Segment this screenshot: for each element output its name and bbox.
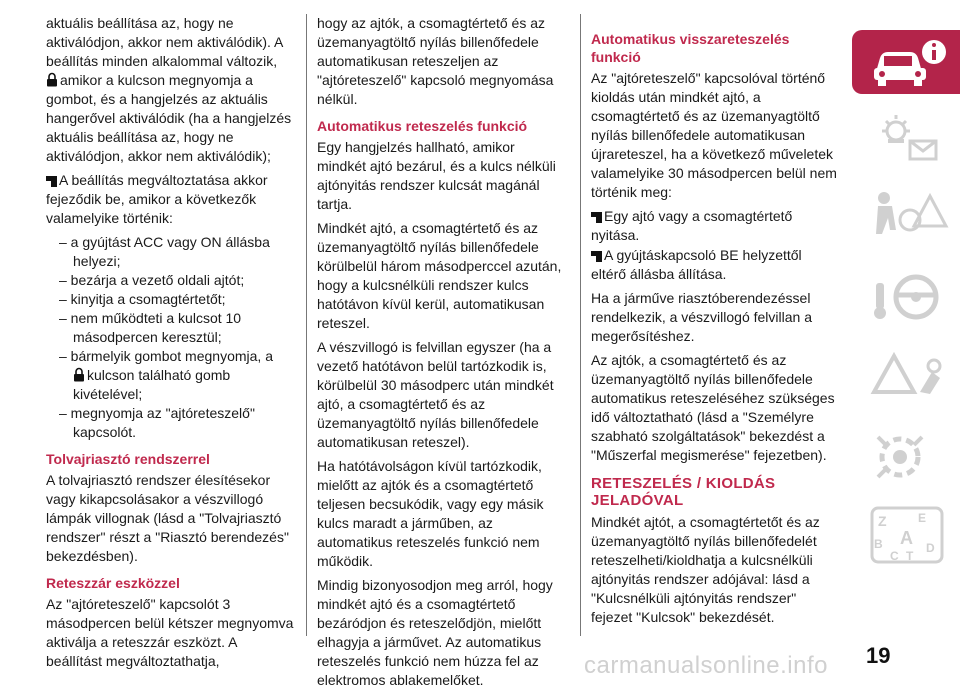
warning-lights-icon: [870, 111, 950, 169]
column-2: [317, 14, 565, 695]
paragraph: hogy az ajtók, a csomagtértető és az üzemanyagtöltő nyílás billenőfedele automatikusan reteszeljen az "ajtóreteszelő" kapcsoló megnyomása nélkül.: [317, 15, 554, 107]
paragraph: Ha hatótávolságon kívül tartózkodik, mielőtt az ajtók és a csomagtértető teljesen becsukódik, vagy egy másik kulcs maradt a járműben, az automatikus reteszelés funkció nem működik.: [317, 458, 544, 569]
paragraph: aktuális beállítása az, hogy ne aktiválódjon, akkor nem aktiválódik). A beállítás minden alkalommal változik, amikor a kulcson megnyomja a gombot, és a hangjelzés az aktuális hangerővel aktiválódik (ha a hangjelzés aktuális beállítása az, hogy ne aktiválódjon, akkor nem aktiválódik);: [46, 15, 292, 164]
paragraph: Az "ajtóreteszelő" kapcsolót 3 másodpercen belül kétszer megnyomva aktiválja a reteszzár eszközt. A beállítást megváltoztathatja,: [46, 596, 294, 669]
tab-emergency[interactable]: [852, 342, 960, 410]
svg-text:B: B: [874, 537, 883, 551]
lock-icon: [46, 72, 58, 87]
car-info-icon: [870, 36, 950, 90]
watermark: carmanualsonline.info: [584, 652, 828, 679]
list-item: – megnyomja az "ajtóreteszelő" kapcsolót.: [59, 405, 255, 440]
section-title: RETESZELÉS / KIOLDÁS JELADÓVAL: [591, 475, 776, 509]
list-item: – nem működteti a kulcsot 10 másodpercen keresztül;: [59, 310, 242, 345]
paragraph: A vészvillogó is felvillan egyszer (ha a vezető hatótávon belül tartózkodik is, körülbelül 30 másodperc után mindkét ajtó, a csomagtértető és az üzemanyagtöltő nyílás billenőfedele automatikusan reteszel).: [317, 339, 554, 450]
tab-index[interactable]: [852, 500, 960, 568]
tab-safety[interactable]: [852, 184, 960, 252]
page-number: 19: [866, 643, 891, 668]
paragraph: Ha a járműve riasztóberendezéssel rendelkezik, a vészvillogó felvillan a megerősítéshez.: [591, 290, 812, 344]
column-3: [591, 14, 839, 632]
tab-driving[interactable]: [852, 263, 960, 331]
svg-text:A: A: [900, 528, 913, 548]
svg-text:Z: Z: [878, 513, 887, 529]
index-letters-icon: [870, 506, 950, 564]
paragraph: Mindkét ajtót, a csomagtértetőt és az üzemanyagtöltő nyílás billenőfedelét reteszelheti/kioldhatja a kulcsnélküli ajtónyitás rendszer adójával: lásd a "Kulcsnélküli ajtónyitás rendszer" fejezet "Kulcsok" bekezdését.: [591, 514, 820, 625]
section-heading: Automatikus reteszelés funkció: [317, 118, 528, 134]
column-divider: [580, 14, 581, 636]
bullet-square-icon: [591, 251, 602, 262]
section-heading: Reteszzár eszközzel: [46, 575, 180, 591]
svg-text:D: D: [926, 541, 935, 555]
bullet-item: Egy ajtó vagy a csomagtértető nyitása.: [591, 208, 793, 243]
bullet-item: A gyújtáskapcsoló BE helyzettől eltérő állásba állítása.: [591, 247, 802, 282]
tab-service[interactable]: [852, 421, 960, 489]
list-item: – kinyitja a csomagtértetőt;: [59, 291, 226, 307]
paragraph: Az ajtók, a csomagtértető és az üzemanyagtöltő nyílás billenőfedele automatikus reteszeléséhez szükséges idő változtatható (lásd a "Személyre szabható szolgáltatások" bekezdést a "Műszerfal megismerése" fejezetben).: [591, 352, 835, 463]
paragraph: Az "ajtóreteszelő" kapcsolóval történő kioldás után mindkét ajtó, a csomagtértető és az üzemanyagtöltő nyílás billenőfedele automatikusan újrareteszel, ha a következő műveletek valamelyike 30 másodpercen belül nem történik meg:: [591, 70, 837, 200]
list-item: – bármelyik gombot megnyomja, a kulcson található gomb kivételével;: [59, 348, 273, 402]
tab-vehicle-info[interactable]: [852, 30, 960, 94]
paragraph: A tolvajriasztó rendszer élesítésekor vagy kikapcsolásakor a vészvillogó lámpák villognak (lásd a "Tolvajriasztó rendszer" részt a "Riasztó berendezés" bekezdésben).: [46, 472, 289, 564]
svg-text:E: E: [918, 511, 927, 525]
list-item: – bezárja a vezető oldali ajtót;: [59, 272, 245, 288]
svg-text:C: C: [890, 549, 899, 563]
section-heading: Tolvajriasztó rendszerrel: [46, 451, 210, 467]
service-wrench-icon: [870, 427, 950, 485]
bullet-square-icon: [46, 176, 57, 187]
column-divider: [306, 14, 307, 636]
condition-list: [46, 233, 294, 442]
warning-triangle-icon: [870, 348, 950, 406]
section-heading: Automatikus visszareteszelés funkció: [591, 31, 790, 65]
airbag-icon: [870, 190, 950, 248]
column-1: [46, 14, 294, 676]
paragraph: Mindig bizonyosodjon meg arról, hogy mindkét ajtó és a csomagtértető bezáródjon és reteszelődjön, mielőtt elhagyja a járművet. Az automatikus reteszelés funkció nem húzza fel az elektromos ablakemelőket.: [317, 577, 553, 688]
paragraph: Mindkét ajtó, a csomagtértető és az üzemanyagtöltő nyílás billenőfedele körülbelül három másodperccel azután, hogy a kulcsnélküli rendszer kulcs hatótávon kívül kerül, automatikusan reteszel.: [317, 220, 562, 331]
paragraph: A beállítás megváltoztatása akkor fejeződik be, amikor a következők valamelyike történik:: [46, 172, 268, 226]
chapter-tabs: [852, 30, 960, 579]
bullet-square-icon: [591, 212, 602, 223]
steering-wheel-icon: [870, 269, 950, 327]
tab-warning-lights[interactable]: [852, 105, 960, 173]
lock-icon: [73, 367, 85, 382]
paragraph: Egy hangjelzés hallható, amikor mindkét ajtó bezárul, és a kulcs nélküli ajtónyitás rendszer kulcsát magánál tartja.: [317, 139, 556, 212]
list-item: – a gyújtást ACC vagy ON állásba helyezi;: [59, 234, 270, 269]
svg-text:T: T: [906, 549, 914, 563]
